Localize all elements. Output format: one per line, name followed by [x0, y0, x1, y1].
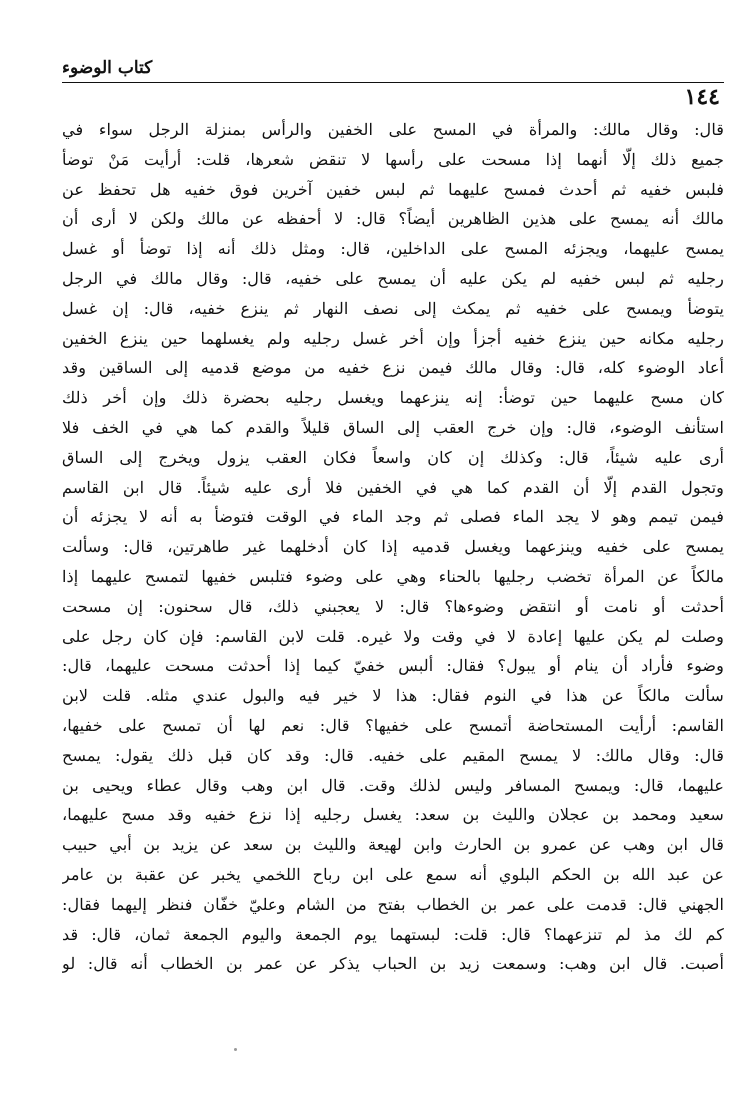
text-line: مالك أنه يمسح على هذين الظاهرين أيضاً؟ قال: لا أحفظه عن مالك ولكن لا أرى أن	[62, 209, 724, 229]
text-line: وضوء فأراد أن ينام أو يبول؟ فقال: ألبس خفيّ كيما إذا أحدثت مسحت عليهما، قال:	[62, 656, 724, 676]
text-line: القاسم: أرأيت المستحاضة أتمسح على خفيها؟ قال: نعم لها أن تمسح على خفيها،	[62, 715, 724, 735]
text-line: مالكاً عن المرأة تخضب رجليها بالحناء وهي على وضوء فتلبس خفيها لتمسح عليهما إذا	[62, 566, 724, 586]
scan-speck	[234, 1048, 237, 1051]
text-line: فلبس خفيه ثم أحدث فمسح عليهما ثم لبس خفين آخرين فوق خفيه هل تحفظ عن	[62, 179, 724, 199]
text-line: رجليه مكانه حين ينزع خفيه أجزأ وإن أخر غسل رجليه ولم يغسلهما حين ينزع الخفين	[62, 328, 724, 348]
running-header-title: كتاب الوضوء	[62, 58, 153, 78]
text-line: جميع ذلك إلّا أنهما إذا مسحت على رأسها لا تنقض شعرها، قلت: أرأيت مَنْ توضأ	[62, 149, 724, 169]
text-line: عن عبد الله بن الحكم البلوي أنه سمع على ابن رباح اللخمي يخبر عن عقبة بن عامر	[62, 864, 724, 884]
text-line: الجهني قال: قدمت على عمر بن الخطاب بفتح من الشام وعليّ خفّان فنظر إليهما فقال:	[62, 894, 724, 914]
text-line: أرى عليه شيئاً، قال: وكذلك إن كان واسعاً فكان العقب يزول ويخرج إلى الساق	[62, 447, 724, 467]
body-text	[62, 115, 724, 979]
text-line: سعيد ومحمد بن عجلان والليث بن سعد: يغسل رجليه إذا نزع خفيه وقد مسح عليهما،	[62, 805, 724, 825]
text-line: فيمن تيمم وهو لا يجد الماء فصلى ثم وجد الماء في الوقت فتوضأ به أنه لا يجزئه أن	[62, 507, 724, 527]
text-line: كان مسح عليهما حين توضأ: إنه ينزعهما ويغسل رجليه بحضرة ذلك وإن أخر ذلك	[62, 388, 724, 408]
text-line: استأنف الوضوء، قال: وإن خرج العقب إلى الساق قليلاً والقدم كما هي في الخف فلا	[62, 417, 724, 437]
text-line: وتجول القدم إلّا أن القدم كما هي في الخفين فلا أرى عليه شيئاً. قال ابن القاسم	[62, 477, 724, 497]
text-line: كم لك مذ لم تنزعهما؟ قال: قلت: لبستهما يوم الجمعة واليوم الجمعة ثمان، قال: قد	[62, 924, 724, 944]
text-line: يمسح عليهما، ويجزئه المسح على الداخلين، قال: ومثل ذلك أنه إذا توضأ أو غسل	[62, 239, 724, 259]
text-line: قال: وقال مالك: والمرأة في المسح على الخفين والرأس بمنزلة الرجل سواء في	[62, 120, 724, 139]
text-line: قال ابن وهب عن عمرو بن الحارث وابن لهيعة والليث بن سعد عن يزيد بن أبي حبيب	[62, 835, 724, 855]
header-divider	[62, 82, 724, 83]
text-line: أحدثت أو نامت أو انتقض وضوءها؟ قال: لا يعجبني ذلك، قال سحنون: إن مسحت	[62, 596, 724, 616]
text-line: عليهما، قال: ويمسح المسافر وليس لذلك وقت. قال ابن وهب وقال عطاء ويحيى بن	[62, 775, 724, 795]
text-line: أعاد الوضوء كله، قال: وقال مالك فيمن نزع خفيه من موضع قدميه إلى الساقين وقد	[62, 358, 724, 378]
text-line: رجليه ثم لبس خفيه لم يكن عليه أن يمسح على خفيه، قال: وقال مالك في الرجل	[62, 268, 724, 288]
text-line: أصبت. قال ابن وهب: وسمعت زيد بن الحباب يذكر عن عمر بن الخطاب أنه قال: لو	[62, 954, 724, 974]
text-line: قال: وقال مالك: لا يمسح المقيم على خفيه. قال: وقد كان قبل ذلك يقول: يمسح	[62, 745, 724, 765]
text-line: وصلت لم يكن عليها إعادة لا في وقت ولا غيره. قلت لابن القاسم: فإن كان رجل على	[62, 626, 724, 646]
page-number: ١٤٤	[684, 84, 720, 110]
text-line: يتوضأ ويمسح على خفيه ثم يمكث إلى نصف النهار ثم ينزع خفيه، قال: إن غسل	[62, 298, 724, 318]
text-line: يمسح على خفيه وينزعهما ويغسل قدميه إذا كان أدخلهما غير طاهرتين، قال: وسألت	[62, 537, 724, 557]
text-line: سألت مالكاً عن هذا في النوم فقال: هذا لا خير فيه والبول عندي مثله. قلت لابن	[62, 686, 724, 706]
